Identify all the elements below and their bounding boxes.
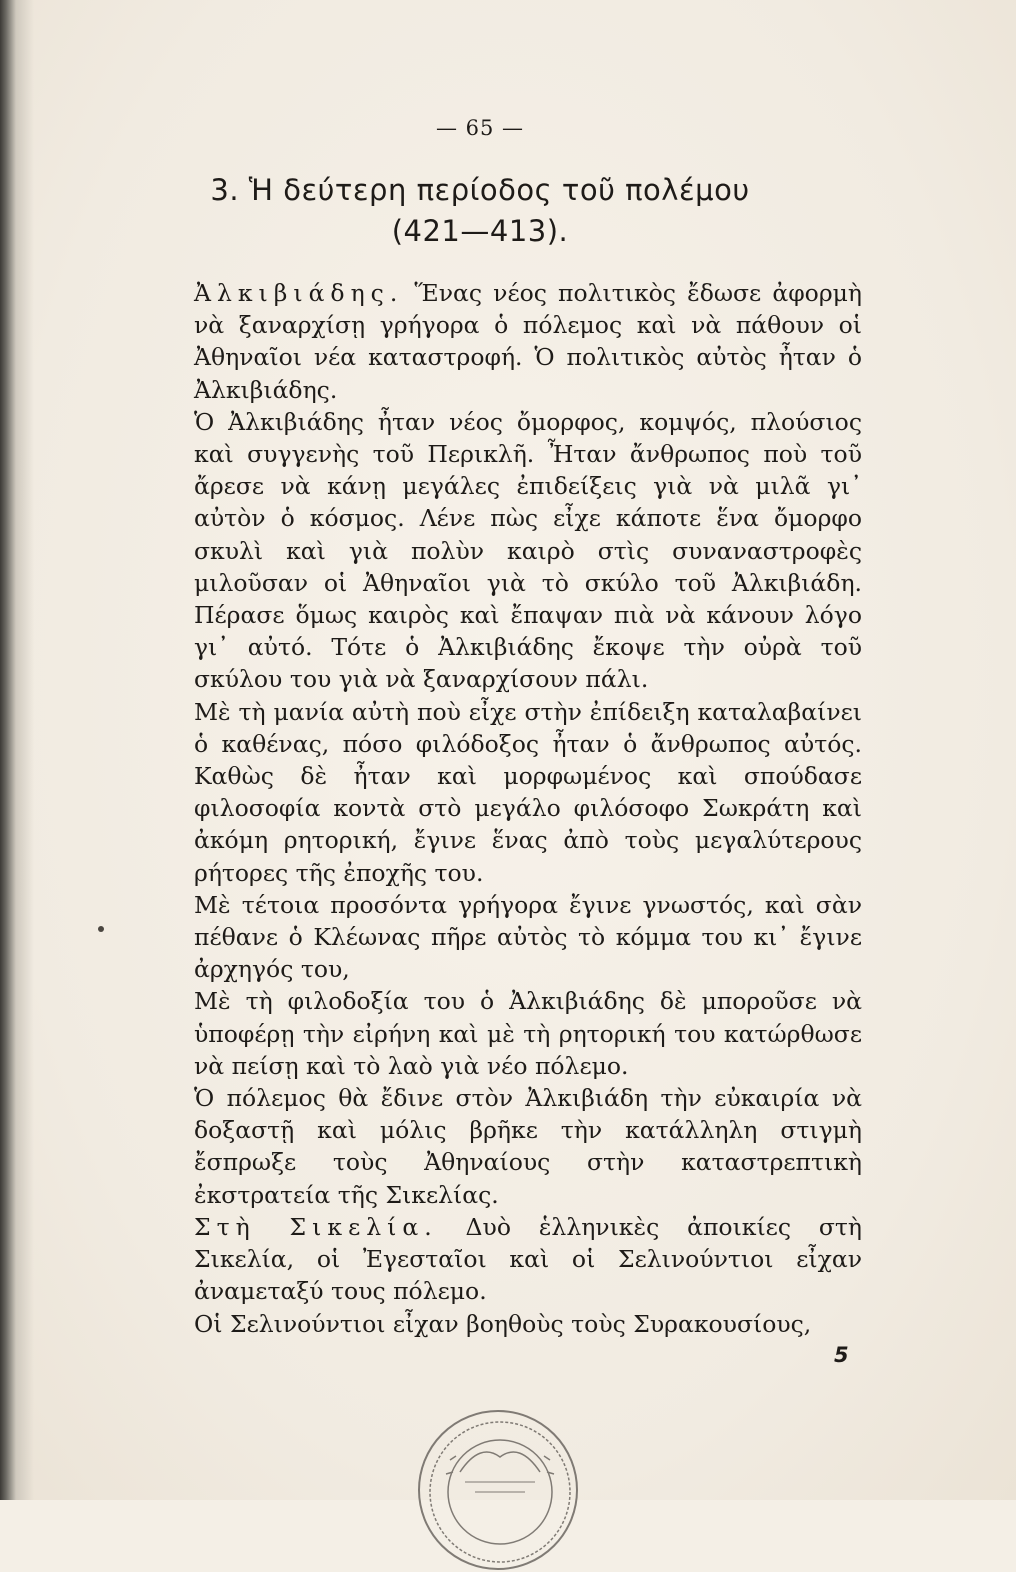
paragraph-sicily xyxy=(194,1211,862,1308)
section-lead-alcibiades: Ἀλκιβιάδης. xyxy=(194,279,404,307)
paragraph: Μὲ τέτοια προσόντα γρήγορα ἔγινε γνωστός, καὶ σὰν πέθανε ὁ Κλέωνας πῆρε αὐτὸς τὸ κόμμα του κι᾽ ἔγινε ἀρχηγός του, xyxy=(194,890,862,984)
paragraph: Μὲ τὴ φιλοδοξία του ὁ Ἀλκιβιάδης δὲ μποροῦσε νὰ ὑποφέρῃ τὴν εἰρήνη καὶ μὲ τὴ ρητορική του κατώρθωσε νὰ πείσῃ καὶ τὸ λαὸ γιὰ νέο πόλεμο. xyxy=(194,987,862,1080)
paragraph-text: Ἕνας νέος πολιτικὸς ἔδωσε ἀφορμὴ νὰ ξαναρχίσῃ γρήγορα ὁ πόλεμος καὶ νὰ πάθουν οἱ Ἀθηναῖοι νέα καταστροφή. Ὁ πολιτικὸς αὐτὸς ἦταν ὁ Ἀλκιβιάδης. xyxy=(194,279,862,404)
signature-mark: 5 xyxy=(834,1343,849,1367)
margin-dot xyxy=(98,926,104,932)
paragraph: Ὁ Ἀλκιβιάδης ἦταν νέος ὄμορφος, κομψός, πλούσιος καὶ συγγενὴς τοῦ Περικλῆ. Ἦταν ἄνθρωπος ποὺ τοῦ ἄρεσε νὰ κάνῃ μεγάλες ἐπιδείξεις γιὰ νὰ μιλᾶ γι᾽ αὐτὸν ὁ κόσμος. Λένε πὼς εἶχε κάποτε ἕνα ὄμορφο σκυλὶ καὶ γιὰ πολὺν καιρὸ στὶς συναναστροφὲς μιλοῦσαν οἱ Ἀθηναῖοι γιὰ τὸ σκύλο τοῦ Ἀλκιβιάδη. Πέρασε ὅμως καιρὸς καὶ ἔπαψαν πιὰ νὰ κάνουν λόγο γι᾽ αὐτό. Τότε ὁ Ἀλκιβιάδης ἔκοψε τὴν οὐρὰ τοῦ σκύλου του γιὰ νὰ ξαναρχίσουν πάλι. xyxy=(194,407,862,694)
paragraph-text: Δυὸ ἑλληνικὲς ἀποικίες στὴ Σικελία, οἱ Ἐγεσταῖοι καὶ οἱ Σελινούντιοι εἶχαν ἀναμεταξύ τους πόλεμο. xyxy=(194,1212,862,1306)
chapter-heading-title: 3. Ἡ δεύτερη περίοδος τοῦ πολέμου xyxy=(210,173,750,207)
stamp-seal-icon xyxy=(420,1412,580,1572)
paragraph-alcibiades-intro xyxy=(194,277,862,406)
paragraph: Οἱ Σελινούντιοι εἶχαν βοηθοὺς τοὺς Συρακουσίους, xyxy=(194,1309,812,1338)
paragraph: Μὲ τὴ μανία αὐτὴ ποὺ εἶχε στὴν ἐπίδειξη καταλαβαίνει ὁ καθένας, πόσο φιλόδοξος ἦταν ὁ ἄνθρωπος αὐτός. Καθὼς δὲ ἦταν καὶ μορφωμένος καὶ σπούδασε φιλοσοφία κοντὰ στὸ μεγάλο φιλόσοφο Σωκράτη καὶ ἀκόμη ρητορική, ἔγινε ἕνας ἀπὸ τοὺς μεγαλύτερους ρήτορες τῆς ἐποχῆς του. xyxy=(194,697,862,887)
chapter-heading-years: (421—413). xyxy=(391,214,569,248)
section-lead-sicily: Στὴ Σικελία. xyxy=(194,1212,438,1241)
library-stamp xyxy=(418,1410,578,1570)
body-text xyxy=(194,277,862,1340)
chapter-heading xyxy=(0,170,960,252)
paragraph: Ὁ πόλεμος θὰ ἔδινε στὸν Ἀλκιβιάδη τὴν εὐκαιρία νὰ δοξαστῇ καὶ μόλις βρῆκε τὴν κατάλληλη στιγμὴ ἔσπρωξε τοὺς Ἀθηναίους στὴν καταστρεπτικὴ ἐκστρατεία τῆς Σικελίας. xyxy=(194,1084,862,1209)
page-number: — 65 — xyxy=(435,116,525,140)
